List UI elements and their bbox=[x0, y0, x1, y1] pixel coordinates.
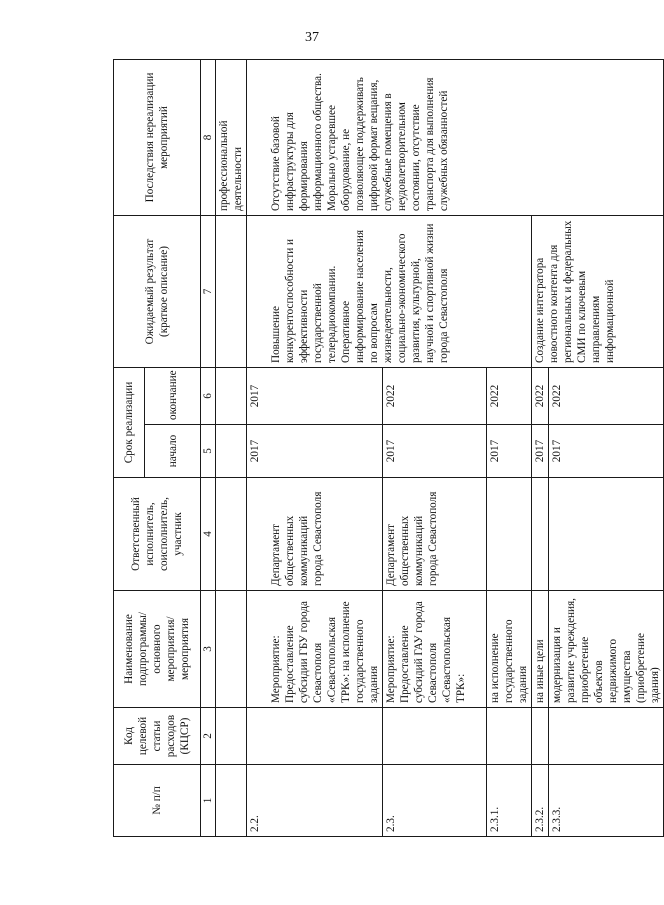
column-number: 5 bbox=[201, 425, 216, 478]
cell-executor bbox=[487, 478, 532, 591]
cell-kcsr bbox=[532, 708, 549, 765]
cell-executor: Департамент общественных коммуникаций города Севастополя bbox=[247, 478, 383, 591]
column-number: 7 bbox=[201, 216, 216, 368]
cell-start bbox=[216, 425, 247, 478]
header-executor: Ответственный исполнитель, соисполнитель, участник bbox=[114, 478, 201, 591]
cell-start: 2017 bbox=[247, 425, 383, 478]
cell-num bbox=[216, 765, 247, 837]
cell-start: 2017 bbox=[549, 425, 664, 478]
page-number: 37 bbox=[305, 30, 319, 45]
cell-num: 2.3. bbox=[383, 765, 487, 837]
table-container bbox=[113, 60, 661, 837]
column-number: 2 bbox=[201, 708, 216, 765]
cell-kcsr bbox=[247, 708, 383, 765]
cell-start: 2017 bbox=[383, 425, 487, 478]
cell-num: 2.2. bbox=[247, 765, 383, 837]
header-consequences: Последствия нереализации мероприятий bbox=[114, 60, 201, 216]
column-number: 4 bbox=[201, 478, 216, 591]
column-numbers-row bbox=[201, 60, 216, 837]
cell-kcsr bbox=[487, 708, 532, 765]
table-row bbox=[247, 60, 383, 837]
header-start: начало bbox=[145, 425, 201, 478]
table-row bbox=[216, 60, 247, 837]
header-name: Наименование подпрограммы/основного мероприятия/мероприятия bbox=[114, 591, 201, 708]
header-term: Срок реализации bbox=[114, 368, 145, 478]
cell-kcsr bbox=[216, 708, 247, 765]
cell-num: 2.3.3. bbox=[549, 765, 664, 837]
cell-name bbox=[216, 591, 247, 708]
header-end: окончание bbox=[145, 368, 201, 425]
cell-result: Повышение конкурентоспособности и эффективности государственной телерадиокомпании. Оперативное информирование населения по вопросам жизнедеятельности, социально-экономического развития, культурной, научной и спортивной жизни города Севастополя bbox=[247, 216, 532, 368]
cell-end: 2022 bbox=[549, 368, 664, 425]
cell-kcsr bbox=[383, 708, 487, 765]
cell-kcsr bbox=[549, 708, 664, 765]
header-num: № п/п bbox=[114, 765, 201, 837]
column-number: 6 bbox=[201, 368, 216, 425]
header-result: Ожидаемый результат (краткое описание) bbox=[114, 216, 201, 368]
column-number: 3 bbox=[201, 591, 216, 708]
cell-consequences: профессиональной деятельности bbox=[216, 60, 247, 216]
program-table bbox=[113, 59, 664, 837]
cell-name: Мероприятие: Предоставление субсидий ГАУ города Севастополя «Севастопольская ТРК»: bbox=[383, 591, 487, 708]
column-number: 1 bbox=[201, 765, 216, 837]
cell-name: Мероприятие: Предоставление субсидии ГБУ города Севастополя «Севастопольская ТРК»: на исполнение государственного задания bbox=[247, 591, 383, 708]
cell-executor bbox=[532, 478, 549, 591]
cell-end: 2022 bbox=[487, 368, 532, 425]
cell-name: модернизация и развитие учреждения, приобретение объектов недвижимого имущества (приобретение здания) bbox=[549, 591, 664, 708]
column-number: 8 bbox=[201, 60, 216, 216]
cell-result: Создание интегратора новостного контента для региональных и федеральных СМИ по ключевым направлениям информационной bbox=[532, 216, 664, 368]
cell-result bbox=[216, 216, 247, 368]
cell-executor bbox=[216, 478, 247, 591]
cell-start: 2017 bbox=[532, 425, 549, 478]
cell-num: 2.3.1. bbox=[487, 765, 532, 837]
cell-num: 2.3.2. bbox=[532, 765, 549, 837]
cell-consequences: Отсутствие базовой инфраструктуры для формирования информационного общества. Морально устаревшее оборудование, не позволяющее поддерживать цифровой формат вещания, служебные помещения в неудовлетворительном состоянии, отсутствие транспорта для выполнения служебных обязанностей bbox=[247, 60, 664, 216]
cell-end: 2017 bbox=[247, 368, 383, 425]
cell-executor: Департамент общественных коммуникаций города Севастополя bbox=[383, 478, 487, 591]
header-kcsr: Код целевой статьи расходов (КЦСР) bbox=[114, 708, 201, 765]
cell-name: на иные цели bbox=[532, 591, 549, 708]
cell-end bbox=[216, 368, 247, 425]
cell-end: 2022 bbox=[383, 368, 487, 425]
cell-end: 2022 bbox=[532, 368, 549, 425]
cell-start: 2017 bbox=[487, 425, 532, 478]
cell-name: на исполнение государственного задания bbox=[487, 591, 532, 708]
cell-executor bbox=[549, 478, 664, 591]
